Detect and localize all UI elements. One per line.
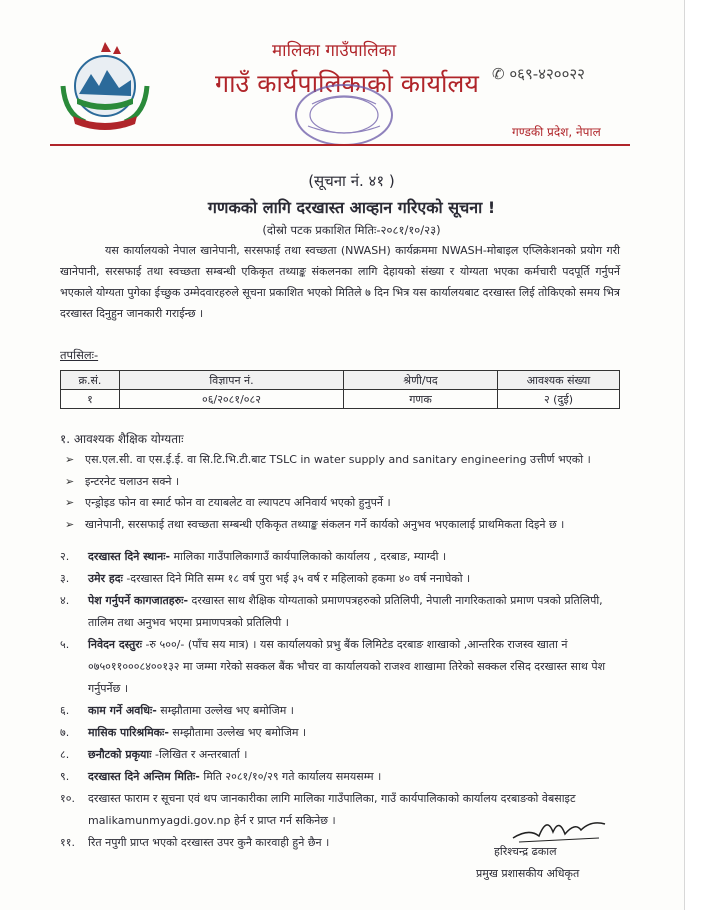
notice-title: गणकको लागि दरखास्त आव्हान गरिएको सूचना !	[207, 198, 496, 217]
arrow-bullet-icon: ➢	[65, 474, 75, 488]
list-item: ११. रित नपुगी प्राप्त भएको दरखास्त उपर कुनै कारवाही हुने छैन ।	[60, 836, 330, 849]
publish-date: (दोस्रो पटक प्रकाशित मितिः-२०८१/१०/२३)	[262, 223, 441, 237]
list-item: ६. काम गर्ने अवधिः- सम्झौतामा उल्लेख भए बमोजिम ।	[60, 704, 294, 717]
office-stamp	[290, 80, 398, 150]
table-cell: ०६/२०८१/०८२	[120, 390, 344, 409]
phone-icon: ✆	[492, 65, 505, 83]
list-item: ➢ एस.एल.सी. वा एस.ई.ई. वा सि.टि.भि.टी.बाट TSLC in water supply and sanitary engineering उत्तीर्ण भएको ।	[65, 449, 625, 471]
list-item: ➢ खानेपानी, सरसफाई तथा स्वच्छता सम्बन्धी एकिकृत तथ्याङ्क संकलन गर्ने कार्यको अनुभव भएकालाई प्राथमिकता दिइने छ ।	[65, 514, 625, 536]
notice-number: (सूचना नं. ४१ )	[308, 172, 395, 190]
table-cell: १	[61, 390, 120, 409]
list-item: ४. पेश गर्नुपर्ने कागजातहरुः- दरखास्त साथ शैक्षिक योग्यताको प्रमाणपत्रहरुको प्रतिलिपी, नेपाली नागरिकताको प्रमाण पत्रको प्रतिलिपी, तालिम तथा अनुभव भएमा प्रमाणपत्रको प्रतिलिपी ।	[60, 594, 603, 629]
table-header-row	[61, 371, 620, 390]
list-item: ५. निवेदन दस्तुरः -रु ५००/- (पाँच सय मात्र) । यस कार्यालयको प्रभु बैंक लिमिटेड दरबाङ शाखाको ,आन्तरिक राजस्व खाता नं ०७५०११०००८४००१३२ मा जम्मा गरेको सक्कल बैंक भौचर वा कार्यालयको राजश्व शाखामा तिरेको सक्कल रसिद दरखास्त साथ पेश गर्नुपर्नेछ ।	[60, 638, 606, 695]
table-row	[61, 390, 620, 409]
list-item: ➢ एन्ड्रोइड फोन वा स्मार्ट फोन वा टयाबलेट वा ल्यापटप अनिवार्य भएको हुनुपर्ने ।	[65, 492, 625, 514]
office-name: गाउँ कार्यपालिकाको कार्यालय	[215, 69, 479, 98]
municipality-name: मालिका गाउँपालिका	[272, 41, 397, 61]
list-item: ➢ इन्टरनेट चलाउन सक्ने ।	[65, 471, 625, 493]
list-item: १०. दरखास्त फाराम र सूचना एवं थप जानकारीका लागि मालिका गाउँपालिका, गाउँ कार्यपालिकाको कार्यालय दरबाङको वेबसाइट malikamunmyagdi.gov.np हेर्न र प्राप्त गर्न सकिनेछ ।	[60, 792, 576, 827]
notice-body: यस कार्यालयको नेपाल खानेपानी, सरसफाई तथा स्वच्छता (NWASH) कार्यक्रममा NWASH-मोबाइल एप्लिकेशनको प्रयोग गरी खानेपानी, सरसफाई तथा स्वच्छता सम्बन्धी एकिकृत तथ्याङ्क संकलनका लागि देहायको संख्या र योग्यता भएका कर्मचारी पदपूर्ति गर्नुपर्ने भएकाले योग्यता पुगेका ईच्छुक उम्मेदवारहरुले सूचना प्रकाशित भएको मितिले ७ दिन भित्र यस कार्यालयबाट दरखास्त लिई तोकिएको समय भित्र दरखास्त दिनुहुन जानकारी गराईन्छ ।	[60, 244, 620, 320]
province-text: गण्डकी प्रदेश, नेपाल	[512, 125, 601, 139]
arrow-bullet-icon: ➢	[65, 496, 75, 509]
list-item: ७. मासिक पारिश्रमिकः- सम्झौतामा उल्लेख भए बमोजिम ।	[60, 726, 307, 739]
signatory-post: प्रमुख प्रशासकीय अधिकृत	[476, 867, 580, 880]
vacancy-table	[60, 370, 620, 409]
signatory-name: हरिश्चन्द्र ढकाल	[494, 845, 557, 858]
phone-text: ०६९-४२००२२	[509, 65, 585, 83]
details-label: तपसिलः-	[60, 348, 99, 362]
list-item: २. दरखास्त दिने स्थानः- मालिका गाउँपालिकागाउँ कार्यपालिकाको कार्यालय , दरबाङ, म्याग्दी ।	[60, 550, 447, 563]
list-item: ३. उमेर हदः -दरखास्त दिने मिति सम्म १८ वर्ष पुरा भई ३५ वर्ष र महिलाको हकमा ४० वर्ष ननाघेको ।	[60, 572, 471, 585]
phone-number	[492, 64, 585, 84]
qualification-heading: १. आवश्यक शैक्षिक योग्यताः	[60, 432, 184, 446]
table-cell: गणक	[344, 390, 498, 409]
table-cell: २ (दुई)	[498, 390, 620, 409]
arrow-bullet-icon: ➢	[65, 517, 75, 531]
table-header-cell: श्रेणी/पद	[344, 371, 498, 390]
qualification-list	[65, 449, 625, 535]
arrow-bullet-icon: ➢	[65, 453, 75, 466]
page-edge	[684, 0, 703, 910]
table-header-cell: क्र.सं.	[61, 371, 120, 390]
table-header-cell: आवश्यक संख्या	[498, 371, 620, 390]
table-header-cell: विज्ञापन नं.	[120, 371, 344, 390]
list-item: ८. छनौटको प्रकृयाः -लिखित र अन्तरबार्ता ।	[60, 748, 248, 761]
emblem-logo	[55, 38, 155, 130]
header-divider	[50, 144, 630, 146]
list-item: ९. दरखास्त दिने अन्तिम मितिः- मिति २०८१/१०/२९ गते कार्यालय समयसम्म ।	[60, 770, 382, 783]
signature-mark	[509, 808, 609, 848]
